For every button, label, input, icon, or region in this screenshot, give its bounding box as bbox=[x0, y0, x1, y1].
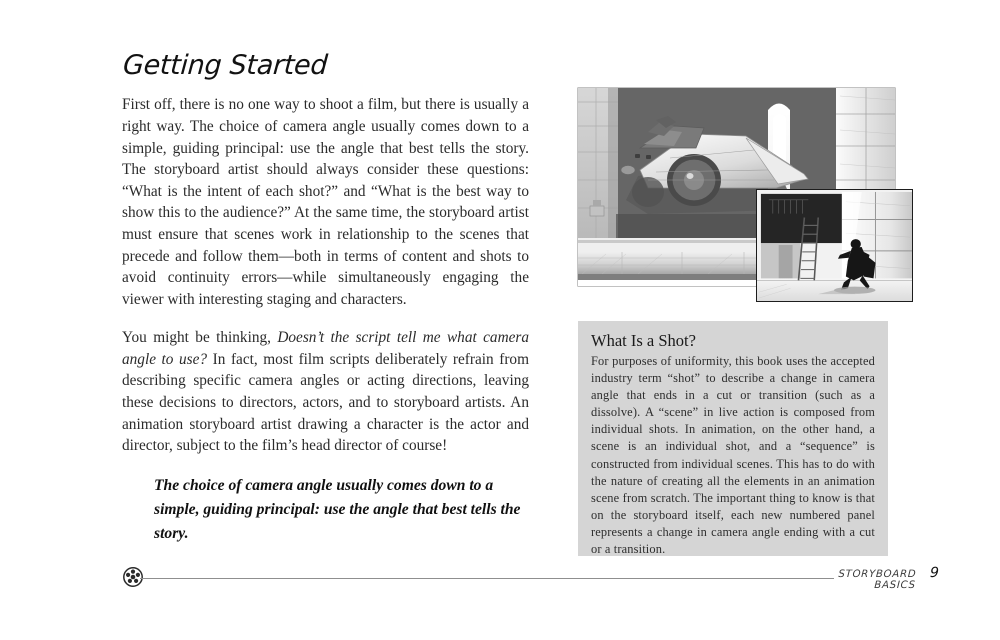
body-paragraph-1: First off, there is no one way to shoot a film, but there is usually a right way. The choice of camera angle usually comes down to a simple, guiding principal: use the angle that best tells the story. The storyboard artist should always consider these questions: “What is the intent of each shot?” and “What is the best way to show this to the audience?” At the same time, the storyboard artist must ensure that scenes work in relationship to the scenes that precede and follow them—both in terms of content and shots to avoid continuity errors—while simultaneously engaging the viewer with interesting staging and characters. bbox=[122, 96, 529, 308]
running-figure-sketch bbox=[757, 190, 912, 301]
paragraph-2-lead: You might be thinking, bbox=[122, 329, 278, 347]
paragraph-2-rest: In fact, most film scripts deliberately refrain from describing specific camera angles or acting directions, leaving these decisions to directors, actors, and to storyboard artists. An animation storyboard artist drawing a character is the actor and director, subject to the film’s head director of course! bbox=[122, 350, 529, 455]
pull-quote: The choice of camera angle usually comes down to a simple, guiding principal: use the angle that best tells the story. bbox=[154, 476, 521, 542]
footer-book-title: STORYBOARD BASICS bbox=[838, 569, 917, 591]
sidebar-callout-box bbox=[578, 321, 888, 556]
page-number: 9 bbox=[929, 565, 940, 581]
sidebar-title: What Is a Shot? bbox=[591, 331, 696, 350]
main-text-column bbox=[122, 52, 529, 546]
film-reel-icon bbox=[122, 566, 144, 588]
footer-divider-rule bbox=[140, 578, 834, 579]
storyboard-artwork-group bbox=[578, 88, 913, 303]
sidebar-body-text: For purposes of uniformity, this book uses the accepted industry term “shot” to describe a change in camera angle that ends in a cut or transition (such as a dissolve). A “scene” in live action is composed from individual shots. In animation, on the other hand, a scene is an individual shot, and a “sequence” is constructed from individual scenes. This has to do with the nature of creating all the elements in an animation scene from scratch. The important thing to know is that on the storyboard itself, each new numbered panel represents a change in camera angle ending with a cut or a transition. bbox=[591, 354, 875, 557]
storyboard-panel-running-figure bbox=[756, 189, 913, 302]
body-paragraph-2 bbox=[122, 327, 529, 457]
paragraph-2-italic-phrase: Doesn’t the script tell me what camera angle to use? bbox=[122, 329, 530, 368]
page-footer bbox=[122, 566, 940, 590]
page-title: Getting Started bbox=[121, 50, 329, 81]
